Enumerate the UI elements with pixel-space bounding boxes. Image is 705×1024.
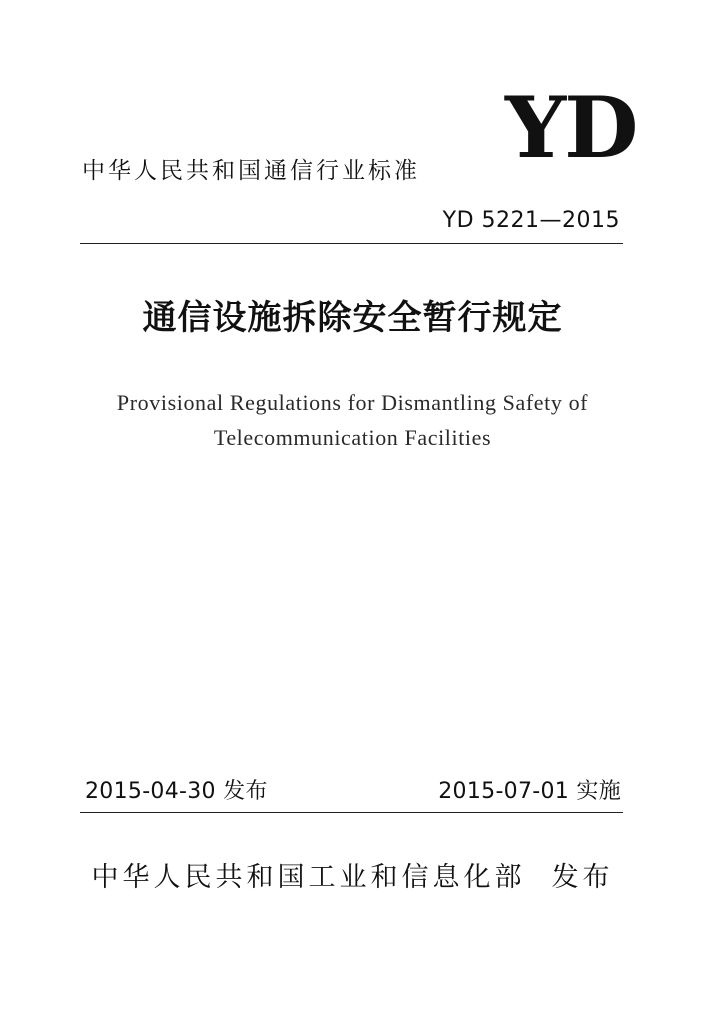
effective-date: 2015-07-01 实施 — [438, 779, 621, 804]
publisher-line — [0, 855, 705, 894]
publish-label: 发布 — [551, 862, 614, 893]
standard-category: 中华人民共和国通信行业标准 — [82, 158, 420, 184]
top-divider — [80, 243, 623, 244]
document-title-english-line2: Telecommunication Facilities — [213, 425, 492, 450]
document-title-chinese: 通信设施拆除安全暂行规定 — [142, 298, 563, 338]
yd-logo: YD — [505, 78, 637, 177]
release-date: 2015-04-30 发布 — [85, 779, 268, 804]
document-title-english-line1: Provisional Regulations for Dismantling Safety of — [116, 390, 589, 415]
issuing-authority: 中华人民共和国工业和信息化部 — [91, 862, 526, 893]
bottom-divider — [80, 812, 623, 813]
standard-number: YD 5221—2015 — [442, 208, 620, 233]
